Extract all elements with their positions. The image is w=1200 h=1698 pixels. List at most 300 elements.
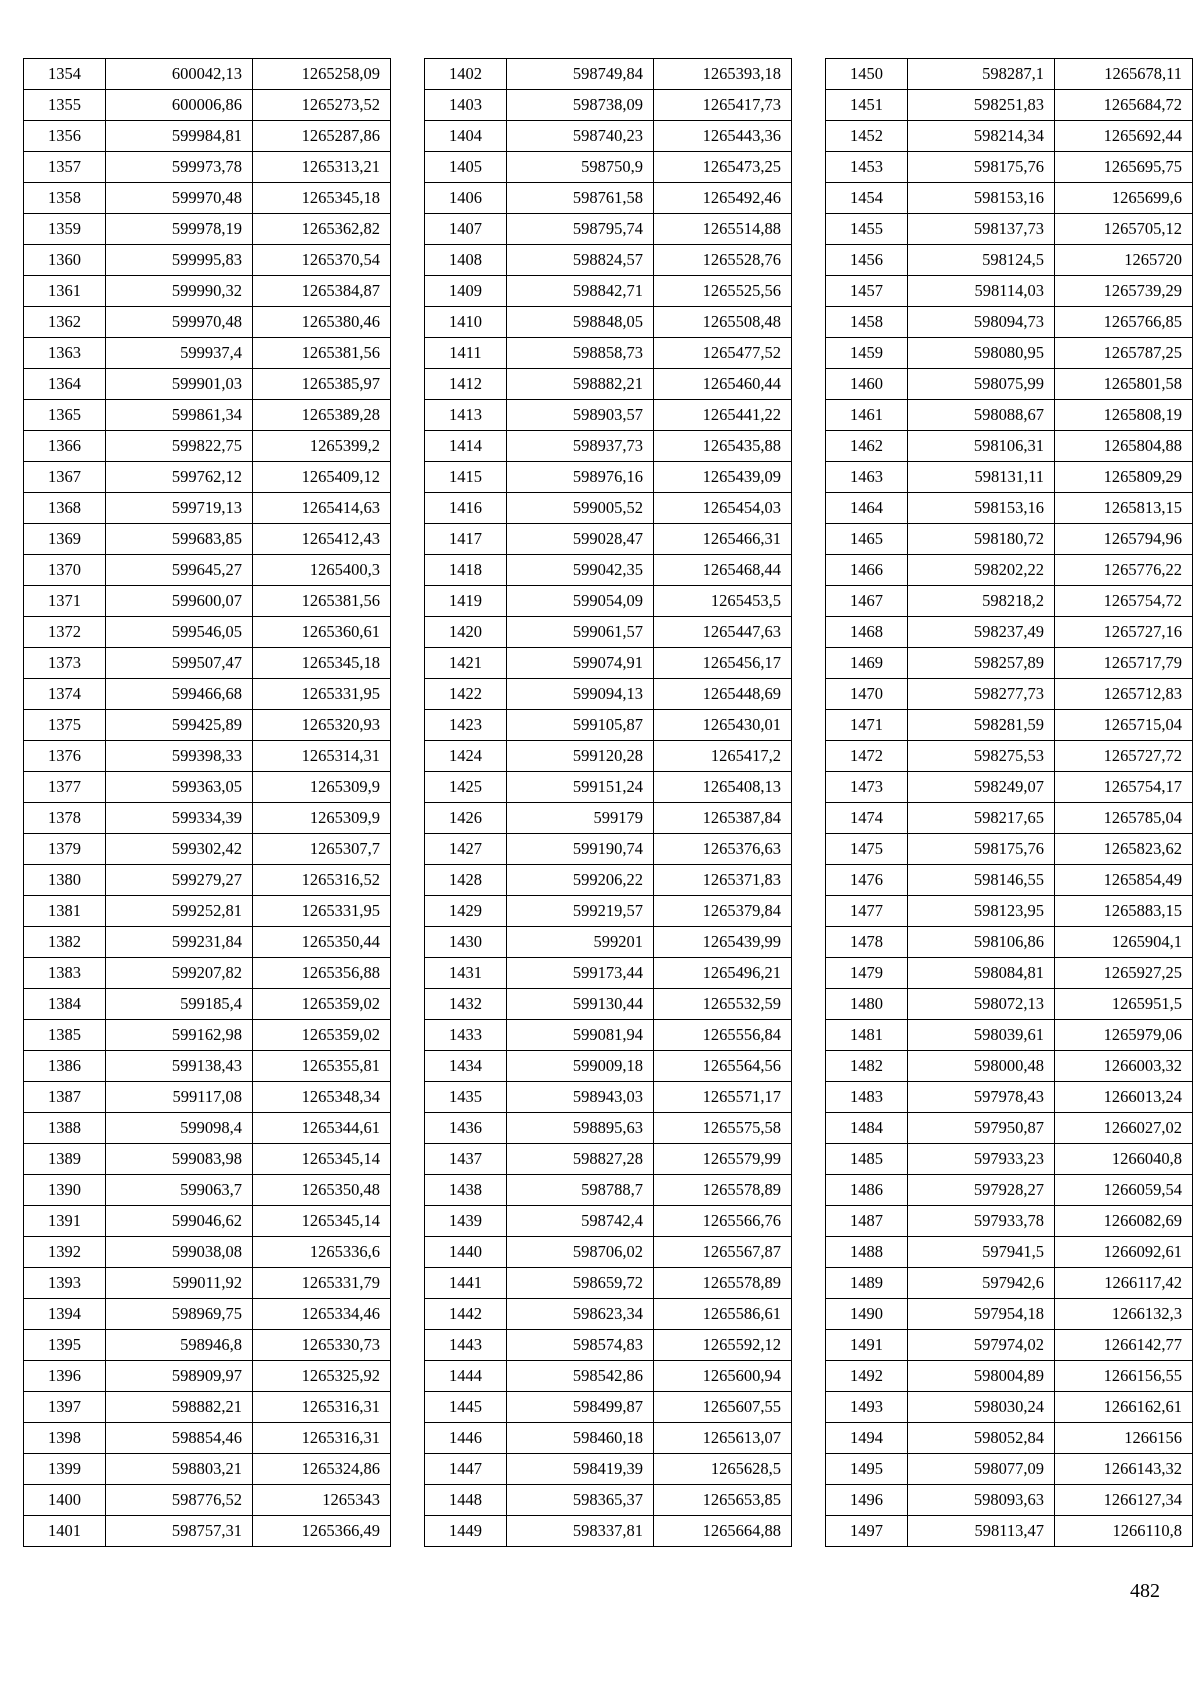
table-row: [425, 59, 792, 90]
table-row: [24, 555, 391, 586]
table-row: [826, 493, 1193, 524]
y-coordinate-cell: 1265717,79: [1055, 648, 1193, 679]
x-coordinate-cell: 599363,05: [106, 772, 253, 803]
x-coordinate-cell: 599173,44: [507, 958, 654, 989]
x-coordinate-cell: 599600,07: [106, 586, 253, 617]
table-row: [826, 1020, 1193, 1051]
y-coordinate-cell: 1265456,17: [654, 648, 792, 679]
table-row: [826, 803, 1193, 834]
x-coordinate-cell: 599937,4: [106, 338, 253, 369]
table-row: [425, 1268, 792, 1299]
point-number-cell: 1407: [425, 214, 507, 245]
x-coordinate-cell: 599130,44: [507, 989, 654, 1020]
x-coordinate-cell: 599252,81: [106, 896, 253, 927]
x-coordinate-cell: 599398,33: [106, 741, 253, 772]
point-number-cell: 1426: [425, 803, 507, 834]
x-coordinate-cell: 599117,08: [106, 1082, 253, 1113]
y-coordinate-cell: 1265316,52: [253, 865, 391, 896]
x-coordinate-cell: 598848,05: [507, 307, 654, 338]
y-coordinate-cell: 1265448,69: [654, 679, 792, 710]
table-row: [425, 772, 792, 803]
y-coordinate-cell: 1265435,88: [654, 431, 792, 462]
x-coordinate-cell: 598287,1: [908, 59, 1055, 90]
point-number-cell: 1454: [826, 183, 908, 214]
table-row: [24, 1361, 391, 1392]
y-coordinate-cell: 1266156: [1055, 1423, 1193, 1454]
y-coordinate-cell: 1265678,11: [1055, 59, 1193, 90]
x-coordinate-cell: 599098,4: [106, 1113, 253, 1144]
point-number-cell: 1402: [425, 59, 507, 90]
point-number-cell: 1378: [24, 803, 106, 834]
x-coordinate-cell: 598909,97: [106, 1361, 253, 1392]
table-row: [24, 1299, 391, 1330]
table-row: [24, 369, 391, 400]
y-coordinate-cell: 1265785,04: [1055, 803, 1193, 834]
point-number-cell: 1465: [826, 524, 908, 555]
point-number-cell: 1466: [826, 555, 908, 586]
table-row: [24, 1113, 391, 1144]
point-number-cell: 1457: [826, 276, 908, 307]
table-row: [425, 958, 792, 989]
point-number-cell: 1400: [24, 1485, 106, 1516]
x-coordinate-cell: 597978,43: [908, 1082, 1055, 1113]
point-number-cell: 1484: [826, 1113, 908, 1144]
point-number-cell: 1418: [425, 555, 507, 586]
table-row: [425, 1392, 792, 1423]
point-number-cell: 1445: [425, 1392, 507, 1423]
y-coordinate-cell: 1265556,84: [654, 1020, 792, 1051]
y-coordinate-cell: 1265381,56: [253, 338, 391, 369]
table-row: [425, 369, 792, 400]
table-row: [24, 1454, 391, 1485]
y-coordinate-cell: 1265417,73: [654, 90, 792, 121]
x-coordinate-cell: 598277,73: [908, 679, 1055, 710]
y-coordinate-cell: 1265564,56: [654, 1051, 792, 1082]
x-coordinate-cell: 599105,87: [507, 710, 654, 741]
y-coordinate-cell: 1265350,44: [253, 927, 391, 958]
point-number-cell: 1460: [826, 369, 908, 400]
point-number-cell: 1440: [425, 1237, 507, 1268]
point-number-cell: 1479: [826, 958, 908, 989]
table-row: [24, 90, 391, 121]
table-row: [24, 183, 391, 214]
table-row: [425, 617, 792, 648]
x-coordinate-cell: 598882,21: [106, 1392, 253, 1423]
x-coordinate-cell: 598114,03: [908, 276, 1055, 307]
table-row: [24, 1516, 391, 1547]
point-number-cell: 1481: [826, 1020, 908, 1051]
y-coordinate-cell: 1266156,55: [1055, 1361, 1193, 1392]
y-coordinate-cell: 1265468,44: [654, 555, 792, 586]
coordinate-table-3: [825, 58, 1193, 1547]
point-number-cell: 1463: [826, 462, 908, 493]
table-row: [826, 1516, 1193, 1547]
coordinate-table-1: [23, 58, 391, 1547]
table-row: [425, 1051, 792, 1082]
x-coordinate-cell: 598803,21: [106, 1454, 253, 1485]
table-row: [826, 276, 1193, 307]
point-number-cell: 1377: [24, 772, 106, 803]
point-number-cell: 1462: [826, 431, 908, 462]
y-coordinate-cell: 1265600,94: [654, 1361, 792, 1392]
table-row: [24, 493, 391, 524]
x-coordinate-cell: 598175,76: [908, 834, 1055, 865]
y-coordinate-cell: 1265653,85: [654, 1485, 792, 1516]
x-coordinate-cell: 598052,84: [908, 1423, 1055, 1454]
x-coordinate-cell: 598854,46: [106, 1423, 253, 1454]
y-coordinate-cell: 1265287,86: [253, 121, 391, 152]
y-coordinate-cell: 1266027,02: [1055, 1113, 1193, 1144]
x-coordinate-cell: 598337,81: [507, 1516, 654, 1547]
table-row: [24, 803, 391, 834]
x-coordinate-cell: 598000,48: [908, 1051, 1055, 1082]
point-number-cell: 1459: [826, 338, 908, 369]
y-coordinate-cell: 1265514,88: [654, 214, 792, 245]
point-number-cell: 1370: [24, 555, 106, 586]
x-coordinate-cell: 599028,47: [507, 524, 654, 555]
table-row: [24, 1237, 391, 1268]
point-number-cell: 1480: [826, 989, 908, 1020]
point-number-cell: 1366: [24, 431, 106, 462]
x-coordinate-cell: 599645,27: [106, 555, 253, 586]
y-coordinate-cell: 1265362,82: [253, 214, 391, 245]
table-row: [826, 1206, 1193, 1237]
table-row: [24, 865, 391, 896]
point-number-cell: 1468: [826, 617, 908, 648]
y-coordinate-cell: 1265344,61: [253, 1113, 391, 1144]
y-coordinate-cell: 1265854,49: [1055, 865, 1193, 896]
table-row: [425, 245, 792, 276]
point-number-cell: 1359: [24, 214, 106, 245]
y-coordinate-cell: 1265370,54: [253, 245, 391, 276]
y-coordinate-cell: 1265376,63: [654, 834, 792, 865]
table-row: [826, 152, 1193, 183]
point-number-cell: 1365: [24, 400, 106, 431]
point-number-cell: 1428: [425, 865, 507, 896]
point-number-cell: 1387: [24, 1082, 106, 1113]
point-number-cell: 1409: [425, 276, 507, 307]
point-number-cell: 1490: [826, 1299, 908, 1330]
point-number-cell: 1431: [425, 958, 507, 989]
point-number-cell: 1423: [425, 710, 507, 741]
point-number-cell: 1404: [425, 121, 507, 152]
y-coordinate-cell: 1265443,36: [654, 121, 792, 152]
y-coordinate-cell: 1265586,61: [654, 1299, 792, 1330]
x-coordinate-cell: 597933,78: [908, 1206, 1055, 1237]
table-row: [425, 803, 792, 834]
x-coordinate-cell: 599094,13: [507, 679, 654, 710]
point-number-cell: 1441: [425, 1268, 507, 1299]
point-number-cell: 1483: [826, 1082, 908, 1113]
table-row: [24, 710, 391, 741]
table-row: [24, 245, 391, 276]
point-number-cell: 1384: [24, 989, 106, 1020]
table-row: [425, 400, 792, 431]
table-row: [826, 369, 1193, 400]
point-number-cell: 1458: [826, 307, 908, 338]
table-row: [826, 307, 1193, 338]
y-coordinate-cell: 1265575,58: [654, 1113, 792, 1144]
point-number-cell: 1354: [24, 59, 106, 90]
x-coordinate-cell: 599546,05: [106, 617, 253, 648]
x-coordinate-cell: 598093,63: [908, 1485, 1055, 1516]
y-coordinate-cell: 1266132,3: [1055, 1299, 1193, 1330]
point-number-cell: 1415: [425, 462, 507, 493]
point-number-cell: 1475: [826, 834, 908, 865]
x-coordinate-cell: 598738,09: [507, 90, 654, 121]
x-coordinate-cell: 599901,03: [106, 369, 253, 400]
y-coordinate-cell: 1265754,17: [1055, 772, 1193, 803]
point-number-cell: 1494: [826, 1423, 908, 1454]
y-coordinate-cell: 1265532,59: [654, 989, 792, 1020]
point-number-cell: 1492: [826, 1361, 908, 1392]
table-row: [425, 834, 792, 865]
y-coordinate-cell: 1265309,9: [253, 772, 391, 803]
y-coordinate-cell: 1265927,25: [1055, 958, 1193, 989]
table-row: [425, 1423, 792, 1454]
table-row: [826, 555, 1193, 586]
y-coordinate-cell: 1265496,21: [654, 958, 792, 989]
y-coordinate-cell: 1265578,89: [654, 1268, 792, 1299]
x-coordinate-cell: 599009,18: [507, 1051, 654, 1082]
point-number-cell: 1388: [24, 1113, 106, 1144]
y-coordinate-cell: 1266142,77: [1055, 1330, 1193, 1361]
point-number-cell: 1383: [24, 958, 106, 989]
table-row: [826, 1051, 1193, 1082]
y-coordinate-cell: 1265715,04: [1055, 710, 1193, 741]
point-number-cell: 1362: [24, 307, 106, 338]
point-number-cell: 1422: [425, 679, 507, 710]
table-row: [826, 338, 1193, 369]
y-coordinate-cell: 1265331,79: [253, 1268, 391, 1299]
x-coordinate-cell: 597974,02: [908, 1330, 1055, 1361]
table-row: [24, 1051, 391, 1082]
point-number-cell: 1417: [425, 524, 507, 555]
y-coordinate-cell: 1265808,19: [1055, 400, 1193, 431]
table-row: [826, 865, 1193, 896]
table-row: [425, 1485, 792, 1516]
point-number-cell: 1364: [24, 369, 106, 400]
point-number-cell: 1403: [425, 90, 507, 121]
table-row: [826, 958, 1193, 989]
y-coordinate-cell: 1265567,87: [654, 1237, 792, 1268]
y-coordinate-cell: 1265979,06: [1055, 1020, 1193, 1051]
table-row: [425, 648, 792, 679]
x-coordinate-cell: 598757,31: [106, 1516, 253, 1547]
x-coordinate-cell: 599201: [507, 927, 654, 958]
point-number-cell: 1429: [425, 896, 507, 927]
x-coordinate-cell: 598742,4: [507, 1206, 654, 1237]
y-coordinate-cell: 1266127,34: [1055, 1485, 1193, 1516]
point-number-cell: 1442: [425, 1299, 507, 1330]
table-row: [24, 1020, 391, 1051]
x-coordinate-cell: 597933,23: [908, 1144, 1055, 1175]
point-number-cell: 1375: [24, 710, 106, 741]
y-coordinate-cell: 1265460,44: [654, 369, 792, 400]
point-number-cell: 1391: [24, 1206, 106, 1237]
y-coordinate-cell: 1265393,18: [654, 59, 792, 90]
table-row: [425, 555, 792, 586]
point-number-cell: 1376: [24, 741, 106, 772]
table-row: [24, 617, 391, 648]
x-coordinate-cell: 599005,52: [507, 493, 654, 524]
x-coordinate-cell: 599120,28: [507, 741, 654, 772]
y-coordinate-cell: 1265384,87: [253, 276, 391, 307]
table-row: [425, 338, 792, 369]
point-number-cell: 1393: [24, 1268, 106, 1299]
table-row: [826, 400, 1193, 431]
x-coordinate-cell: 598943,03: [507, 1082, 654, 1113]
point-number-cell: 1493: [826, 1392, 908, 1423]
y-coordinate-cell: 1265316,31: [253, 1423, 391, 1454]
x-coordinate-cell: 598251,83: [908, 90, 1055, 121]
x-coordinate-cell: 598077,09: [908, 1454, 1055, 1485]
y-coordinate-cell: 1265692,44: [1055, 121, 1193, 152]
table-row: [826, 772, 1193, 803]
point-number-cell: 1482: [826, 1051, 908, 1082]
y-coordinate-cell: 1265345,14: [253, 1144, 391, 1175]
x-coordinate-cell: 599011,92: [106, 1268, 253, 1299]
point-number-cell: 1401: [24, 1516, 106, 1547]
y-coordinate-cell: 1265466,31: [654, 524, 792, 555]
point-number-cell: 1450: [826, 59, 908, 90]
y-coordinate-cell: 1265258,09: [253, 59, 391, 90]
x-coordinate-cell: 598218,2: [908, 586, 1055, 617]
point-number-cell: 1478: [826, 927, 908, 958]
y-coordinate-cell: 1265439,99: [654, 927, 792, 958]
point-number-cell: 1380: [24, 865, 106, 896]
x-coordinate-cell: 598842,71: [507, 276, 654, 307]
y-coordinate-cell: 1265409,12: [253, 462, 391, 493]
table-row: [425, 1020, 792, 1051]
point-number-cell: 1497: [826, 1516, 908, 1547]
point-number-cell: 1397: [24, 1392, 106, 1423]
point-number-cell: 1420: [425, 617, 507, 648]
table-row: [24, 524, 391, 555]
point-number-cell: 1373: [24, 648, 106, 679]
point-number-cell: 1382: [24, 927, 106, 958]
x-coordinate-cell: 599061,57: [507, 617, 654, 648]
table-row: [826, 1485, 1193, 1516]
x-coordinate-cell: 598113,47: [908, 1516, 1055, 1547]
y-coordinate-cell: 1265473,25: [654, 152, 792, 183]
x-coordinate-cell: 599466,68: [106, 679, 253, 710]
x-coordinate-cell: 599984,81: [106, 121, 253, 152]
x-coordinate-cell: 599083,98: [106, 1144, 253, 1175]
table-row: [425, 121, 792, 152]
table-row: [826, 1330, 1193, 1361]
table-row: [826, 617, 1193, 648]
point-number-cell: 1412: [425, 369, 507, 400]
y-coordinate-cell: 1265883,15: [1055, 896, 1193, 927]
y-coordinate-cell: 1265705,12: [1055, 214, 1193, 245]
point-number-cell: 1452: [826, 121, 908, 152]
point-number-cell: 1419: [425, 586, 507, 617]
x-coordinate-cell: 598124,5: [908, 245, 1055, 276]
x-coordinate-cell: 598895,63: [507, 1113, 654, 1144]
y-coordinate-cell: 1265508,48: [654, 307, 792, 338]
table-row: [24, 958, 391, 989]
point-number-cell: 1385: [24, 1020, 106, 1051]
y-coordinate-cell: 1265350,48: [253, 1175, 391, 1206]
table-row: [826, 1144, 1193, 1175]
point-number-cell: 1392: [24, 1237, 106, 1268]
table-row: [826, 524, 1193, 555]
x-coordinate-cell: 599185,4: [106, 989, 253, 1020]
y-coordinate-cell: 1265412,43: [253, 524, 391, 555]
table-row: [826, 834, 1193, 865]
table-row: [425, 214, 792, 245]
y-coordinate-cell: 1265453,5: [654, 586, 792, 617]
table-row: [425, 307, 792, 338]
y-coordinate-cell: 1265334,46: [253, 1299, 391, 1330]
x-coordinate-cell: 599138,43: [106, 1051, 253, 1082]
y-coordinate-cell: 1266110,8: [1055, 1516, 1193, 1547]
point-number-cell: 1435: [425, 1082, 507, 1113]
table-row: [826, 1113, 1193, 1144]
point-number-cell: 1368: [24, 493, 106, 524]
y-coordinate-cell: 1266003,32: [1055, 1051, 1193, 1082]
y-coordinate-cell: 1265356,88: [253, 958, 391, 989]
table-row: [425, 586, 792, 617]
y-coordinate-cell: 1266082,69: [1055, 1206, 1193, 1237]
point-number-cell: 1456: [826, 245, 908, 276]
x-coordinate-cell: 598858,73: [507, 338, 654, 369]
y-coordinate-cell: 1265813,15: [1055, 493, 1193, 524]
y-coordinate-cell: 1265408,13: [654, 772, 792, 803]
table-row: [826, 183, 1193, 214]
y-coordinate-cell: 1265360,61: [253, 617, 391, 648]
x-coordinate-cell: 598281,59: [908, 710, 1055, 741]
point-number-cell: 1406: [425, 183, 507, 214]
table-row: [24, 431, 391, 462]
y-coordinate-cell: 1265325,92: [253, 1361, 391, 1392]
y-coordinate-cell: 1265355,81: [253, 1051, 391, 1082]
point-number-cell: 1447: [425, 1454, 507, 1485]
x-coordinate-cell: 598795,74: [507, 214, 654, 245]
y-coordinate-cell: 1265381,56: [253, 586, 391, 617]
x-coordinate-cell: 599973,78: [106, 152, 253, 183]
table-row: [24, 1206, 391, 1237]
table-row: [24, 59, 391, 90]
point-number-cell: 1495: [826, 1454, 908, 1485]
x-coordinate-cell: 599978,19: [106, 214, 253, 245]
y-coordinate-cell: 1265571,17: [654, 1082, 792, 1113]
point-number-cell: 1439: [425, 1206, 507, 1237]
point-number-cell: 1464: [826, 493, 908, 524]
y-coordinate-cell: 1265695,75: [1055, 152, 1193, 183]
table-row: [24, 586, 391, 617]
table-row: [425, 1299, 792, 1330]
table-row: [425, 152, 792, 183]
x-coordinate-cell: 598882,21: [507, 369, 654, 400]
x-coordinate-cell: 598659,72: [507, 1268, 654, 1299]
x-coordinate-cell: 598761,58: [507, 183, 654, 214]
table-row: [826, 741, 1193, 772]
x-coordinate-cell: 600042,13: [106, 59, 253, 90]
point-number-cell: 1399: [24, 1454, 106, 1485]
y-coordinate-cell: 1265578,89: [654, 1175, 792, 1206]
y-coordinate-cell: 1265324,86: [253, 1454, 391, 1485]
table-row: [826, 896, 1193, 927]
y-coordinate-cell: 1265345,14: [253, 1206, 391, 1237]
x-coordinate-cell: 598976,16: [507, 462, 654, 493]
x-coordinate-cell: 598257,89: [908, 648, 1055, 679]
point-number-cell: 1398: [24, 1423, 106, 1454]
y-coordinate-cell: 1265787,25: [1055, 338, 1193, 369]
point-number-cell: 1451: [826, 90, 908, 121]
table-row: [425, 276, 792, 307]
